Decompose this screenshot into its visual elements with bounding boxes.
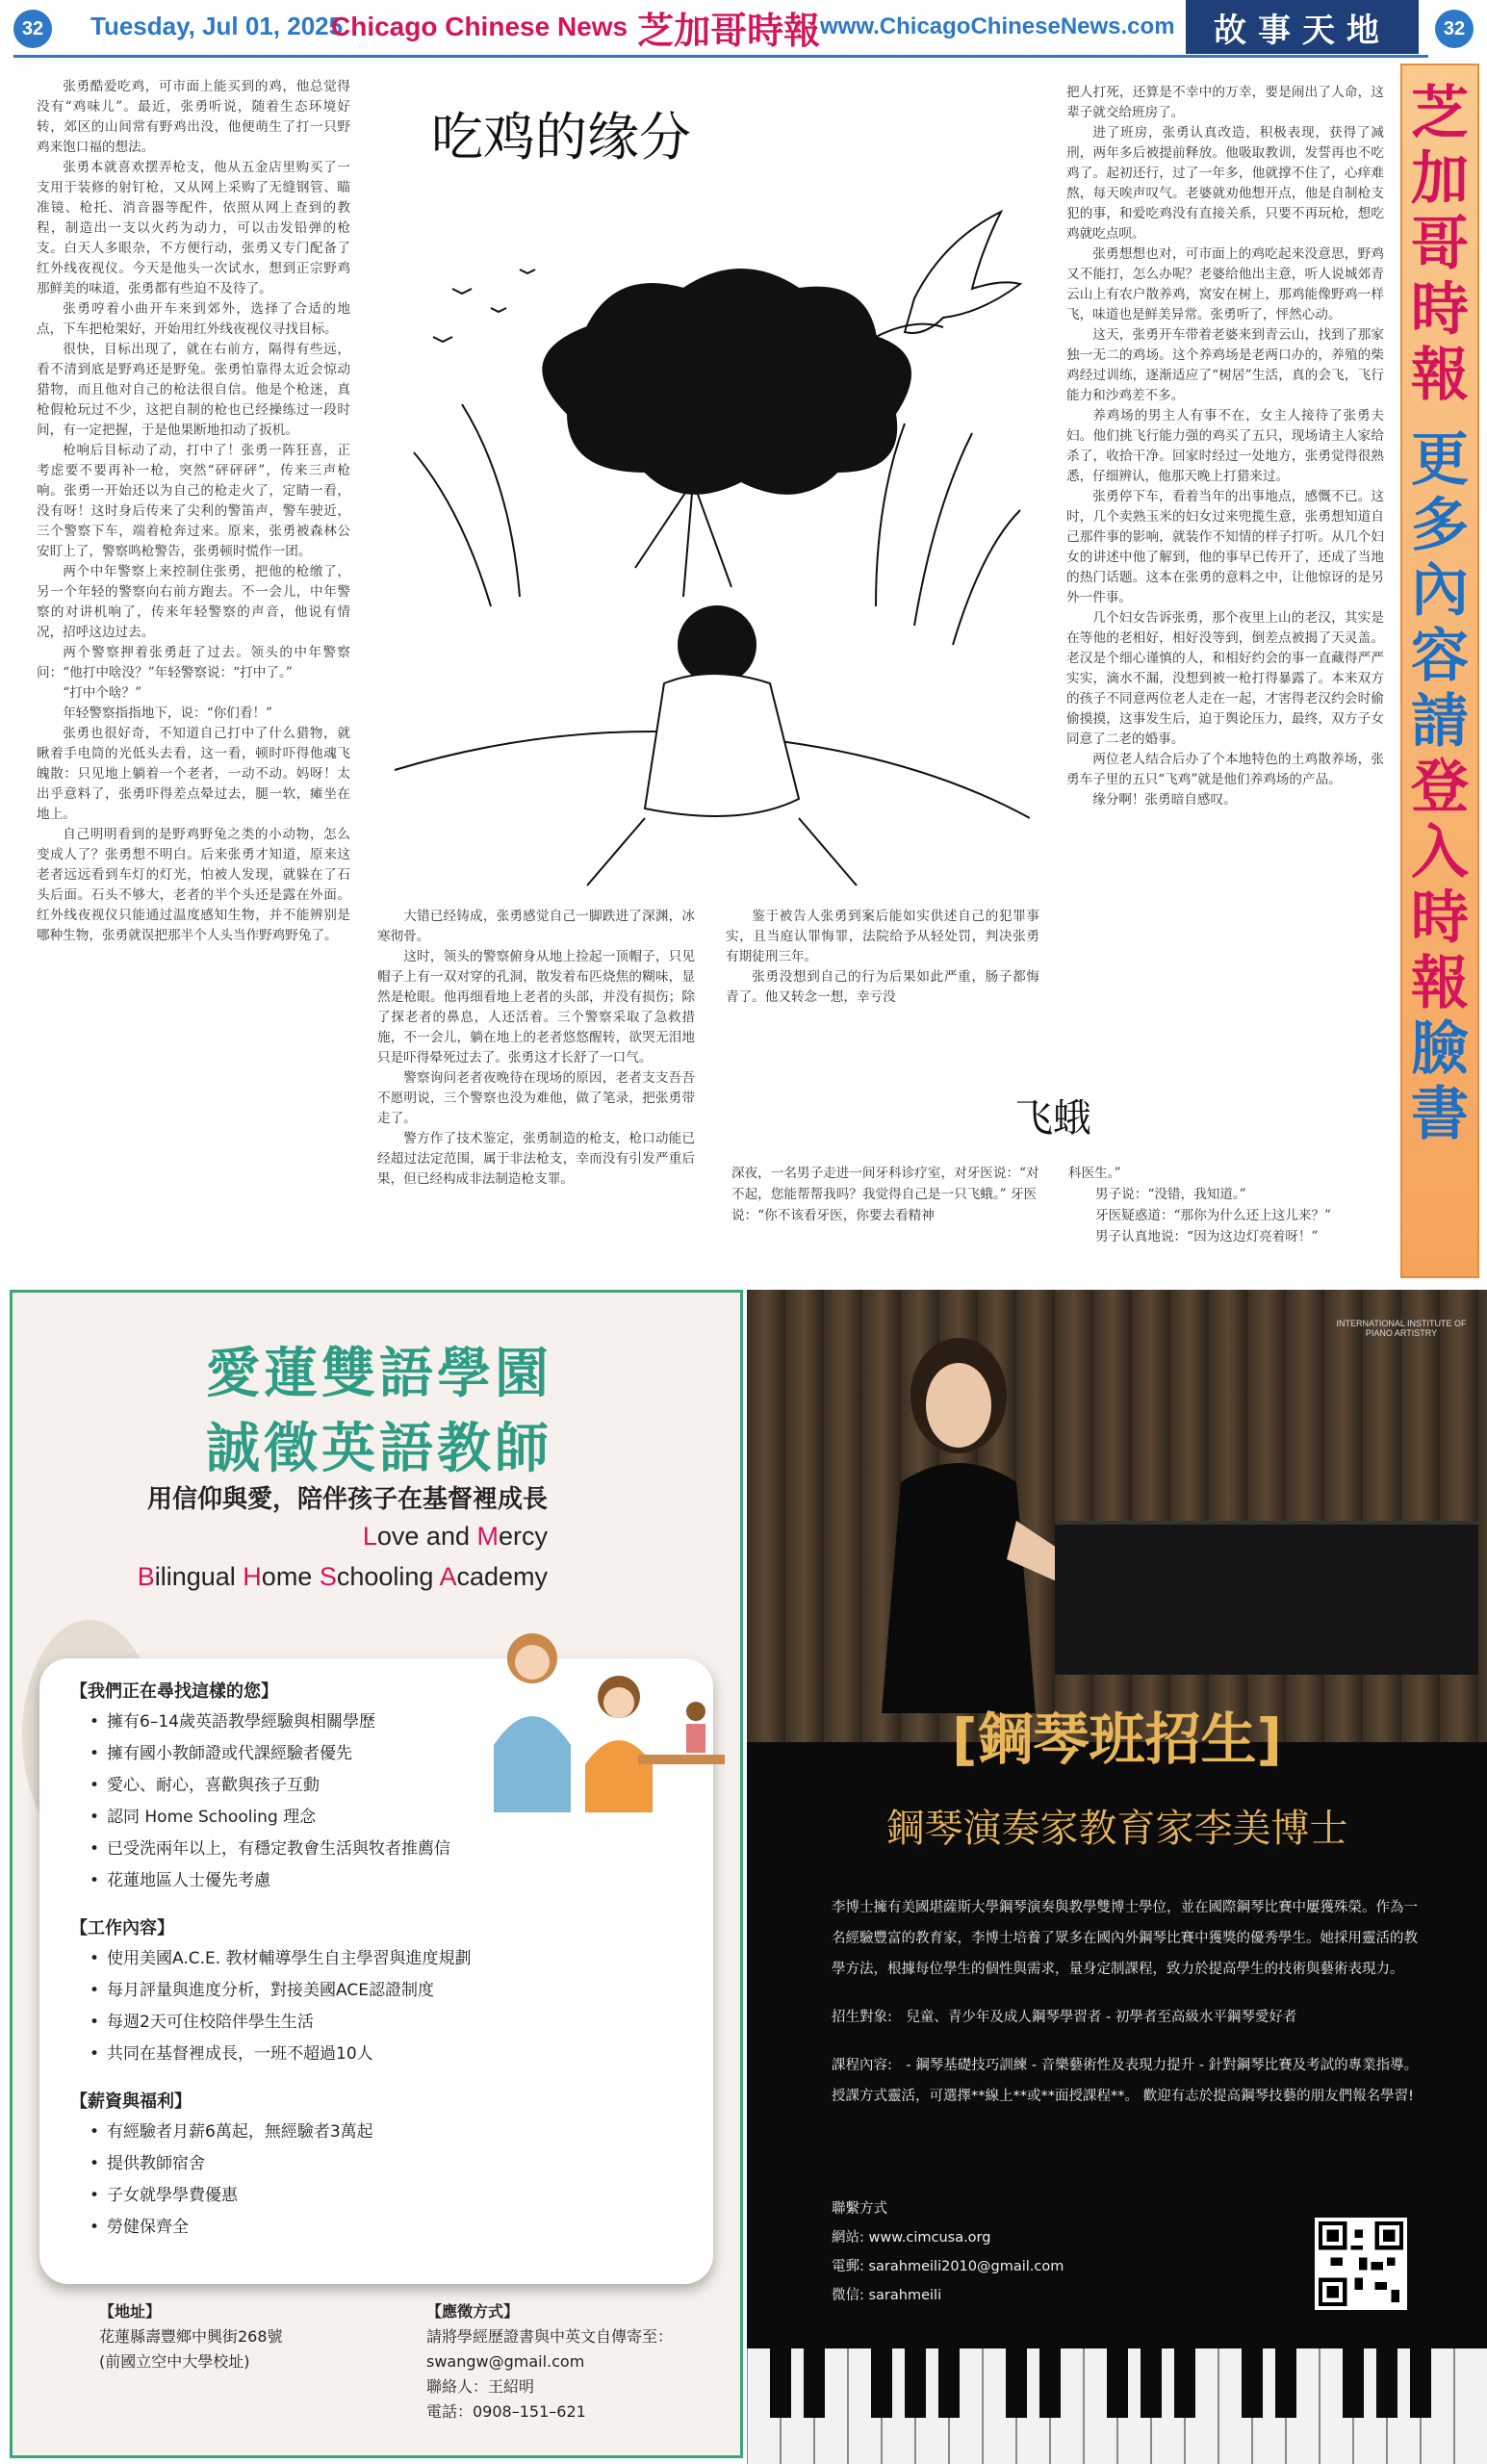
ad-title-school: 愛蓮雙語學園 bbox=[206, 1343, 552, 1405]
banner-char: 臉 bbox=[1411, 1015, 1469, 1083]
ad-english-line-1 bbox=[363, 1522, 548, 1552]
initial: M bbox=[476, 1522, 499, 1551]
paragraph: 警察询问老者夜晚待在现场的原因，老者支支吾吾不愿明说，三个警察也没为难他，做了笔录，把张勇带走了。 bbox=[377, 1070, 695, 1126]
side-banner-paper-name bbox=[1411, 81, 1469, 408]
piano-keys-icon bbox=[747, 2348, 1487, 2464]
contact-website[interactable]: 網站: www.cimcusa.org bbox=[832, 2230, 991, 2246]
address-line-2: (前國立空中大學校址) bbox=[99, 2352, 250, 2371]
short-story-line: 男子说：“没错，我知道。” bbox=[1095, 1187, 1246, 1202]
paragraph: 张勇没想到自己的行为后果如此严重，肠子都悔青了。他又转念一想，幸亏没 bbox=[726, 969, 1039, 1005]
section-heading: 【薪資與福利】 bbox=[70, 2092, 192, 2112]
contact-wechat: 微信: sarahmeili bbox=[832, 2288, 942, 2303]
section-label: 故事天地 bbox=[1186, 0, 1419, 54]
short-story-column-1: 深夜，一名男子走进一间牙科诊疗室，对牙医说：“对不起，您能帮帮我吗？我觉得自己是一只飞蛾。” 牙医说：“你不该看牙医，你要去看精神 bbox=[731, 1166, 1039, 1223]
paragraph: “打中个啥？” bbox=[63, 685, 142, 701]
paragraph: 张勇停下车，看着当年的出事地点，感慨不已。这时，几个卖熟玉米的妇女过来兜揽生意，张勇想知道自己那件事的影响，就装作不知情的样子打听。从几个妇女的讲述中他了解到，他的事早已传开了，还成了当地的热门话题。这本在张勇的意料之中，让他惊讶的是另外一件事。 bbox=[1066, 489, 1384, 605]
ad-contact bbox=[832, 2194, 1217, 2310]
apply-label: 【應徵方式】 bbox=[426, 2302, 520, 2321]
qr-code-icon[interactable] bbox=[1315, 2218, 1407, 2310]
apply-email[interactable]: swangw@gmail.com bbox=[426, 2352, 585, 2371]
banner-char: 容 bbox=[1411, 623, 1469, 690]
paragraph: 自己明明看到的是野鸡野兔之类的小动物，怎么变成人了？张勇想不明白。后来张勇才知道，原来这老者远远看到车灯的灯光，怕被人发现，就躲在了石头后面。石头不够大，老者的半个头还是露在外面。红外线夜视仪只能通过温度感知生物，并不能辨别是哪种生物，张勇就误把那半个人头当作野鸡野兔了。 bbox=[37, 827, 350, 943]
school-recruitment-ad bbox=[10, 1290, 743, 2458]
paragraph: 张勇想想也对，可市面上的鸡吃起来没意思，野鸡又不能打，怎么办呢？老婆给他出主意，听人说城郊青云山上有农户散养鸡，窝安在树上，那鸡能像野鸡一样飞，味道也是鲜美异常。张勇听了，怦然心动。 bbox=[1066, 246, 1384, 322]
list-item: • 子女就學學費優惠 bbox=[70, 2180, 705, 2212]
list-item: • 使用美國A.C.E. 教材輔導學生自主學習與進度規劃 bbox=[70, 1943, 705, 1975]
paragraph: 枪响后目标动了动，打中了！张勇一阵狂喜，正考虑要不要再补一枪，突然“砰砰砰”，传来三声枪响。张勇一开始还以为自己的枪走火了，定睛一看，没有呀！这时身后传来了尖利的警笛声，警车驶近，三个警察下车，端着枪奔过来。原来，张勇被森林公安盯上了，警察鸣枪警告，张勇顿时慌作一团。 bbox=[37, 443, 350, 559]
contact-email[interactable]: 電郵: sarahmeili2010@gmail.com bbox=[832, 2259, 1064, 2274]
list-item: • 花蓮地區人士優先考慮 bbox=[70, 1865, 705, 1897]
header-divider bbox=[13, 55, 1428, 58]
apply-instruction: 請將學經歷證書與中英文自傳寄至： bbox=[426, 2327, 674, 2346]
paragraph: 大错已经铸成，张勇感觉自己一脚跌进了深渊，冰寒彻骨。 bbox=[377, 909, 695, 944]
ad-subtitle: 鋼琴演奏家教育家李美博士 bbox=[885, 1807, 1348, 1851]
list-item: • 每月評量與進度分析，對接美國ACE認證制度 bbox=[70, 1975, 705, 2007]
article-title: 吃鸡的缘分 bbox=[431, 107, 691, 167]
initial: L bbox=[362, 1522, 377, 1551]
banner-char: 加 bbox=[1411, 145, 1469, 213]
ad-description bbox=[832, 1892, 1419, 2129]
paragraph: 张勇本就喜欢摆弄枪支，他从五金店里购买了一支用于装修的射钉枪，又从网上采购了无缝钢管、瞄准镜、枪托、消音器等配件，依照从网上查到的教程，制造出一支以火药为动力，可以击发铅弹的枪支。白天人多眼杂，不方便行动，张勇又专门配备了红外线夜视仪。今天是他头一次试水，想到正宗野鸡那鲜美的味道，张勇都有些迫不及待了。 bbox=[37, 160, 350, 296]
address-label: 【地址】 bbox=[99, 2302, 162, 2321]
paragraph: 进了班房，张勇认真改造，积极表现，获得了减刑，两年多后被提前释放。他吸取教训，发誓再也不吃鸡了。起初还行，过了一年多，他就撑不住了，心痒难熬，每天唉声叹气。老婆就劝他想开点，他是自制枪支犯的事，和爱吃鸡没有直接关系，只要不再玩枪，想吃鸡就吃点呗。 bbox=[1066, 125, 1384, 242]
list-item: • 有經驗者月薪6萬起，無經驗者3萬起 bbox=[70, 2117, 705, 2148]
article-column-3 bbox=[726, 907, 1039, 1051]
masthead-chinese: 芝加哥時報 bbox=[637, 9, 821, 52]
masthead bbox=[331, 6, 821, 52]
paragraph: 张勇哼着小曲开车来到郊外，选择了合适的地点，下车把枪架好，开始用红外线夜视仪寻找目标。 bbox=[37, 301, 350, 337]
banner-char: 芝 bbox=[1411, 80, 1469, 147]
page-number-left: 32 bbox=[13, 10, 52, 48]
ad-title: [鋼琴班招生] bbox=[951, 1707, 1283, 1772]
short-story-column-2 bbox=[1068, 1163, 1386, 1247]
banner-char: 入 bbox=[1411, 819, 1469, 886]
banner-char: 登 bbox=[1411, 754, 1469, 821]
list-item: • 提供教師宿舍 bbox=[70, 2148, 705, 2180]
issue-date: Tuesday, Jul 01, 2025 bbox=[90, 12, 344, 40]
short-story-line: 男子认真地说：“因为这边灯亮着呀！” bbox=[1095, 1229, 1319, 1245]
page-header bbox=[0, 0, 1487, 60]
ad-subtitle: 用信仰與愛，陪伴孩子在基督裡成長 bbox=[146, 1485, 548, 1514]
banner-char: 內 bbox=[1411, 557, 1469, 625]
masthead-english: Chicago Chinese News bbox=[331, 12, 628, 41]
page-number-right: 32 bbox=[1435, 10, 1474, 48]
list-item: • 勞健保齊全 bbox=[70, 2212, 705, 2244]
article-column-2 bbox=[377, 907, 695, 1272]
paragraph: 几个妇女告诉张勇，那个夜里上山的老汉，其实是在等他的老相好，相好没等到，倒差点被揭了天灵盖。老汉是个细心谨慎的人，和相好约会的事一直藏得严严实实，滴水不漏，没想到被一枪打得暴露了。本来双方的孩子不同意两位老人走在一起，才害得老汉约会时偷偷摸摸，这事发生后，迫于舆论压力，最终，双方子女同意了二老的婚事。 bbox=[1066, 610, 1384, 747]
paragraph: 这时，领头的警察俯身从地上捡起一顶帽子，只见帽子上有一双对穿的孔洞，散发着布匹烧焦的糊味，显然是枪眼。他再细看地上老者的头部，并没有损伤；除了探老者的鼻息，人还活着。三个警察采取了急救措施，不一会儿，躺在地上的老者悠悠醒转，欲哭无泪地只是吓得晕死过去了。张勇这才长舒了一口气。 bbox=[377, 949, 695, 1065]
banner-char: 多 bbox=[1411, 492, 1469, 559]
address-line-1: 花蓮縣壽豐鄉中興街268號 bbox=[99, 2327, 283, 2346]
banner-char: 報 bbox=[1411, 342, 1469, 409]
institute-logo: INTERNATIONAL INSTITUTE OF PIANO ARTISTRY bbox=[1336, 1319, 1467, 1338]
banner-char: 時 bbox=[1411, 885, 1469, 952]
paragraph: 缘分啊！张勇暗自感叹。 bbox=[1092, 792, 1237, 808]
word: ove and bbox=[376, 1522, 477, 1551]
ad-english-line-2 bbox=[138, 1562, 548, 1592]
section-heading: 【我們正在尋找這樣的您】 bbox=[70, 1681, 278, 1702]
banner-char: 更 bbox=[1411, 426, 1469, 494]
word: ome bbox=[261, 1562, 320, 1591]
paragraph: 警方作了技术鉴定，张勇制造的枪支，枪口动能已经超过法定范围，属于非法枪支，幸而没有引发严重后果，但已经构成非法制造枪支罪。 bbox=[377, 1131, 695, 1187]
list-item: • 擁有國小教師證或代課經驗者優先 bbox=[70, 1738, 705, 1770]
list-item: • 認同 Home Schooling 理念 bbox=[70, 1802, 705, 1834]
banner-char: 請 bbox=[1411, 688, 1469, 756]
ad-title-hiring: 誠徵英語教師 bbox=[206, 1418, 552, 1480]
article-column-4 bbox=[1066, 83, 1384, 1026]
initial: A bbox=[439, 1562, 457, 1591]
paragraph: 鉴于被告人张勇到案后能如实供述自己的犯罪事实，且当庭认罪悔罪，法院给予从轻处罚，判决张勇有期徒刑三年。 bbox=[726, 909, 1039, 964]
paragraph: 这天，张勇开车带着老婆来到青云山，找到了那家独一无二的鸡场。这个养鸡场是老两口办的，养殖的柴鸡经过训练，逐渐适应了“树居”生活，真的会飞，飞行能力和沙鸡差不多。 bbox=[1066, 327, 1384, 403]
short-story-title: 飞蛾 bbox=[1014, 1096, 1091, 1141]
word: ercy bbox=[498, 1522, 548, 1551]
paragraph: 把人打死，还算是不幸中的万幸，要是闹出了人命，这辈子就交给班房了。 bbox=[1066, 85, 1384, 120]
word: cademy bbox=[456, 1562, 548, 1591]
ad-paragraph: 李博士擁有美國堪薩斯大學鋼琴演奏與教學雙博士學位，並在國際鋼琴比賽中屢獲殊榮。作為一名經驗豐富的教育家，李博士培養了眾多在國內外鋼琴比賽中獲獎的優秀學生。她採用靈活的教學方法，根據每位學生的個性與需求，量身定制課程，致力於提高學生的技術與藝術表現力。 bbox=[832, 1900, 1418, 1977]
paragraph: 两个警察押着张勇赶了过去。领头的中年警察问：“他打中啥没？”年轻警察说：“打中了。” bbox=[37, 645, 350, 680]
banner-char: 時 bbox=[1411, 276, 1469, 344]
grand-piano bbox=[1055, 1521, 1478, 1675]
initial: H bbox=[243, 1562, 262, 1591]
apply-phone: 電話：0908–151–621 bbox=[426, 2402, 586, 2421]
short-story-line: 牙医疑惑道：“那你为什么还上这儿来？” bbox=[1095, 1208, 1331, 1223]
word: ilingual bbox=[154, 1562, 244, 1591]
word: chooling bbox=[336, 1562, 440, 1591]
ad-paragraph: 招生對象: 兒童、青少年及成人鋼琴學習者 - 初學者至高級水平鋼琴愛好者 bbox=[832, 2010, 1297, 2025]
paragraph: 张勇也很好奇，不知道自己打中了什么猎物，就瞅着手电筒的光低头去看，这一看，顿时吓得他魂飞魄散：只见地上躺着一个老者，一动不动。妈呀！太出乎意料了，张勇吓得差点晕过去，腿一软，瘫坐在地上。 bbox=[37, 726, 350, 822]
article-column-1 bbox=[37, 77, 350, 1266]
paragraph: 养鸡场的男主人有事不在，女主人接待了张勇夫妇。他们挑飞行能力强的鸡买了五只，现场请主人家给杀了，收拾干净。回家时经过一处地方，张勇觉得很熟悉，仔细辨认，他那天晚上打猎来过。 bbox=[1066, 408, 1384, 484]
piano-class-ad bbox=[747, 1290, 1487, 2464]
paragraph: 张勇酷爱吃鸡，可市面上能买到的鸡，他总觉得没有“鸡味儿”。最近，张勇听说，随着生态环境好转，郊区的山间常有野鸡出没，他便萌生了打一只野鸡来饱口福的想法。 bbox=[37, 79, 350, 155]
list-item: • 每週2天可住校陪伴學生生活 bbox=[70, 2007, 705, 2039]
paragraph: 两个中年警察上来控制住张勇，把他的枪缴了，另一个年轻的警察向右前方跑去。不一会儿，中年警察的对讲机响了，传来年轻警察的声音，他说有情况，招呼这边过去。 bbox=[37, 564, 350, 640]
section-heading: 【工作內容】 bbox=[70, 1918, 174, 1938]
initial: B bbox=[137, 1562, 155, 1591]
banner-char: 報 bbox=[1411, 950, 1469, 1017]
paragraph: 年轻警察指指地下，说：“你们看！” bbox=[63, 706, 272, 721]
initial: S bbox=[319, 1562, 337, 1591]
list-item: • 愛心、耐心，喜歡與孩子互動 bbox=[70, 1770, 705, 1802]
ad-paragraph: 課程內容: - 鋼琴基礎技巧訓練 - 音樂藝術性及表現力提升 - 針對鋼琴比賽及考試的專業指導。 授課方式靈活，可選擇**線上**或**面授課程**。 歡迎有志於提高鋼琴技藝的朋友們報名學習! bbox=[832, 2058, 1419, 2104]
list-item: • 已受洗兩年以上，有穩定教會生活與牧者推薦信 bbox=[70, 1834, 705, 1865]
ad-requirements bbox=[70, 1668, 705, 2244]
website-link[interactable]: www.ChicagoChineseNews.com bbox=[820, 13, 1175, 39]
contact-label: 聯繫方式 bbox=[832, 2201, 887, 2217]
side-banner-slogan bbox=[1411, 427, 1469, 1147]
banner-char: 哥 bbox=[1411, 211, 1469, 278]
banner-char: 書 bbox=[1411, 1081, 1469, 1148]
list-item: • 擁有6–14歲英語教學經驗與相關學歷 bbox=[70, 1707, 705, 1738]
article-illustration bbox=[375, 144, 1030, 905]
list-item: • 共同在基督裡成長，一班不超過10人 bbox=[70, 2039, 705, 2070]
paragraph: 两位老人结合后办了个本地特色的土鸡散养场，张勇车子里的五只“飞鸡”就是他们养鸡场的产品。 bbox=[1066, 752, 1384, 787]
short-story-line: 科医生。” bbox=[1068, 1166, 1121, 1181]
side-banner bbox=[1400, 64, 1479, 1278]
paragraph: 很快，目标出现了，就在右前方，隔得有些远，看不清到底是野鸡还是野兔。张勇怕靠得太近会惊动猎物，而且他对自己的枪法很自信。他是个枪迷，真枪假枪玩过不少，这把自制的枪也已经操练过一段时间，有一定把握，于是他果断地扣动了扳机。 bbox=[37, 342, 350, 438]
apply-contact-person: 聯絡人：王紹明 bbox=[426, 2377, 535, 2396]
